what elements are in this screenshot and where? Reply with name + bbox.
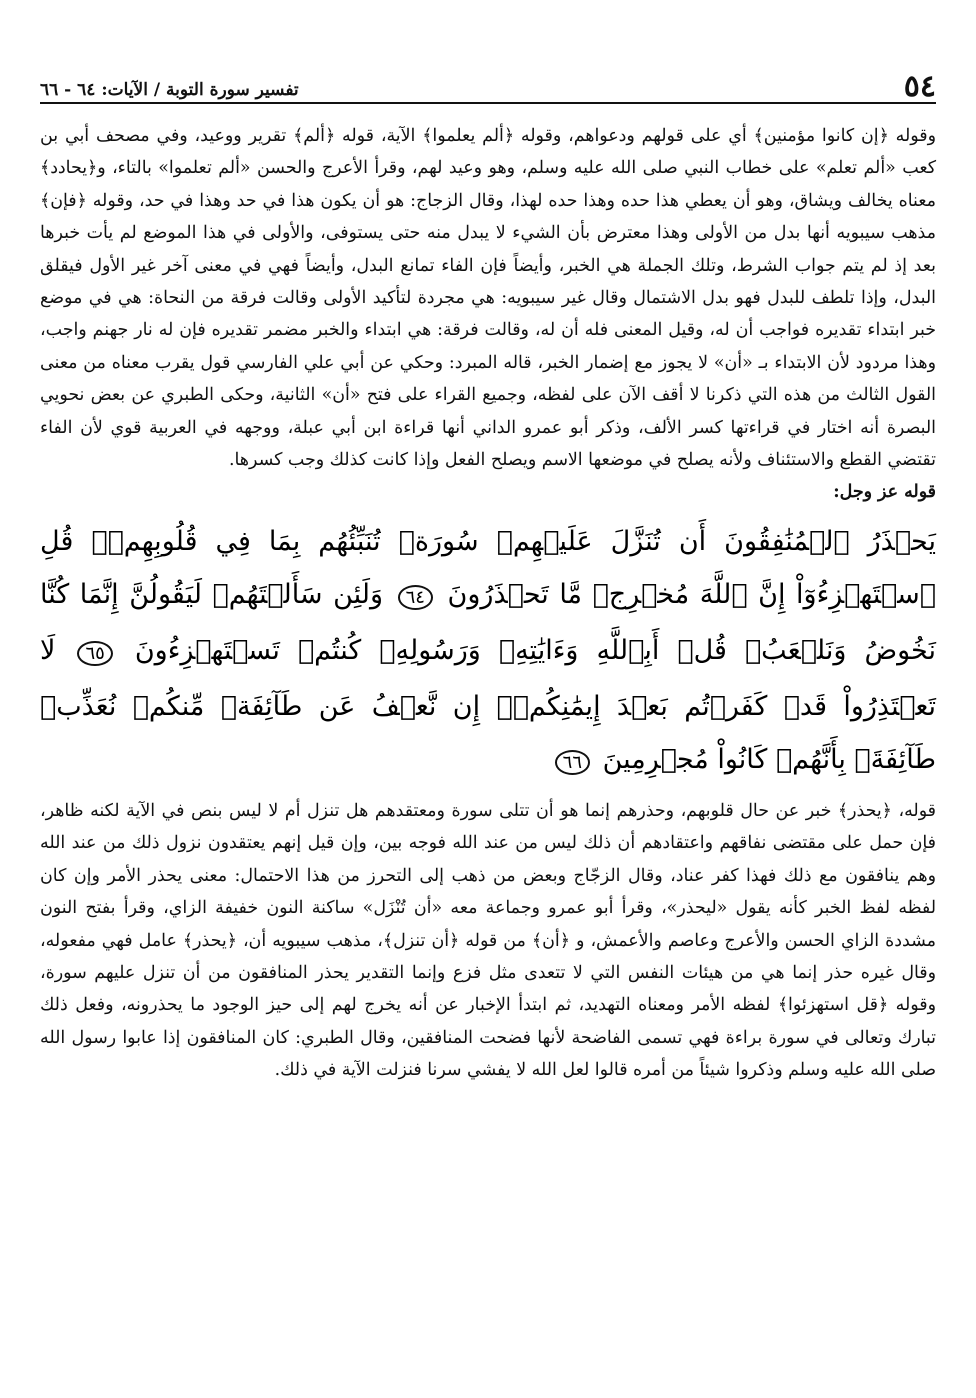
page-body	[40, 120, 936, 1087]
commentary-paragraph-1: وقوله ﴿إن كانوا مؤمنين﴾ أي على قولهم ودعواهم، وقوله ﴿ألم يعلموا﴾ الآية، قوله ﴿ألم﴾ تقرير ووعيد، وفي مصحف أبي بن كعب «ألم تعلم» على خطاب النبي صلى الله عليه وسلم، وهو وعيد لهم، وقرأ الأعرج والحسن «ألم تعلموا» بالتاء، و﴿يحادد﴾ معناه يخالف ويشاق، وهو أن يعطي هذا حده وهذا حده لهذا، وقال الزجاج: هو أن يكون هذا في حد وهذا في حد، وقوله ﴿فإن﴾ مذهب سيبويه أنها بدل من الأولى وهذا معترض بأن الشيء لا يبدل منه حتى يستوفى، والأولى في هذا الموضع لم يأت خبرها بعد إذ لم يتم جواب الشرط، وتلك الجملة هي الخبر، وأيضاً فإن الفاء تمانع البدل، وأيضاً فهي في معنى آخر غير الأول فيقلق البدل، وإذا تلطف للبدل فهو بدل الاشتمال وقال غير سيبويه: هي مجردة لتأكيد الأولى وقالت فرقة من النحاة: هي في موضع خبر ابتداء تقديره فواجب أن له، وقيل المعنى فله أن له، وقالت فرقة: هي ابتداء والخبر مضمر تقديره فإن له نار جهنم واجب، وهذا مردود لأن الابتداء بـ «أن» لا يجوز مع إضمار الخبر، قاله المبرد: وحكي عن أبي علي الفارسي قول يقرب معناه من معنى القول الثالث من هذه التي ذكرنا لا أقف الآن على لفظه، وجميع القراء على فتح «أن» الثانية، وحكى الطبري عن بعض نحويي البصرة أنه اختار في قراءتها كسر الألف، وذكر أبو عمرو الداني أنها قراءة ابن أبي عبلة، ووجهه في العربية قوي لأن الفاء تقتضي القطع والاستئناف ولأنه يصلح في موضعها الاسم ويصلح الفعل وإذا كانت كذلك وجب كسرها.	[40, 126, 936, 471]
verse-number-66: ٦٦	[555, 750, 590, 775]
verse-64-text: يَحۡذَرُ ٱلۡمُنَٰفِقُونَ أَن تُنَزَّلَ عَلَيۡهِمۡ سُورَةٞ تُنَبِّئُهُم بِمَا فِي قُلُوبِهِمۡۚ قُلِ ٱسۡتَهۡزِءُوٓاْ إِنَّ ٱللَّهَ مُخۡرِجٞ مَّا تَحۡذَرُونَ	[40, 525, 936, 610]
verse-number-65: ٦٥	[77, 641, 112, 666]
page-number: ٥٤	[903, 69, 936, 104]
verse-intro: قوله عز وجل:	[833, 482, 936, 503]
verse-66-text: لَا تَعۡتَذِرُواْ قَدۡ كَفَرۡتُم بَعۡدَ إِيمَٰنِكُمۡۚ إِن نَّعۡفُ عَن طَآئِفَةٖ مِّنكُمۡ نُعَذِّبۡ طَآئِفَةَۢ بِأَنَّهُمۡ كَانُواْ مُجۡرِمِينَ	[40, 634, 936, 775]
verse-65-text: وَلَئِن سَأَلۡتَهُمۡ لَيَقُولُنَّ إِنَّمَا كُنَّا نَخُوضُ وَنَلۡعَبُۚ قُلۡ أَبِٱللَّهِ وَءَايَٰتِهِۦ وَرَسُولِهِۦ كُنتُمۡ تَسۡتَهۡزِءُونَ	[40, 578, 936, 666]
commentary-paragraph-2: قوله، ﴿يحذر﴾ خبر عن حال قلوبهم، وحذرهم إنما هو أن تتلى سورة ومعتقدهم هل تنزل أم لا ليس بنص في الآية لكنه ظاهر، فإن حمل على مقتضى نفاقهم واعتقادهم أن ذلك ليس من عند الله فوجه بين، وإن قيل إنهم يعتقدون نزول ذلك من عند الله وهم ينافقون مع ذلك فهذا كفر عناد، وقال الزجّاج وبعض من ذهب إلى التحرز من هذا الاحتمال: معنى يحذر الأمر وإن كان لفظه لفظ الخبر كأنه يقول «ليحذر»، وقرأ أبو عمرو وجماعة معه «أن تُنْزَل» ساكنة النون خفيفة الزاي، وقرأ بفتح النون مشددة الزاي الحسن والأعرج وعاصم والأعمش، و ﴿أن﴾ من قوله ﴿أن تنزل﴾، مذهب سيبويه أن، ﴿يحذر﴾ عامل فهي مفعوله، وقال غيره حذر إنما هي من هيئات النفس التي لا تتعدى مثل فزع وإنما التقدير يحذر المنافقون من أن تنزل عليهم سورة، وقوله ﴿قل استهزئوا﴾ لفظه الأمر ومعناه التهديد، ثم ابتدأ الإخبار عن أنه يخرج لهم إلى حيز الوجود ما يحذرونه، وفعل ذلك تبارك وتعالى في سورة براءة فهي تسمى الفاضحة لأنها فضحت المنافقين، وقال الطبري: كان المنافقون إذا عابوا رسول الله صلى الله عليه وسلم وذكروا شيئاً من أمره قالوا لعل الله لا يفشي سرنا فنزلت الآية في ذلك.	[40, 800, 936, 1081]
verse-number-64: ٦٤	[398, 585, 433, 610]
page-header	[40, 69, 936, 104]
quran-verses	[40, 515, 936, 789]
running-title: تفسير سورة التوبة / الآيات: ٦٤ - ٦٦	[40, 80, 299, 100]
